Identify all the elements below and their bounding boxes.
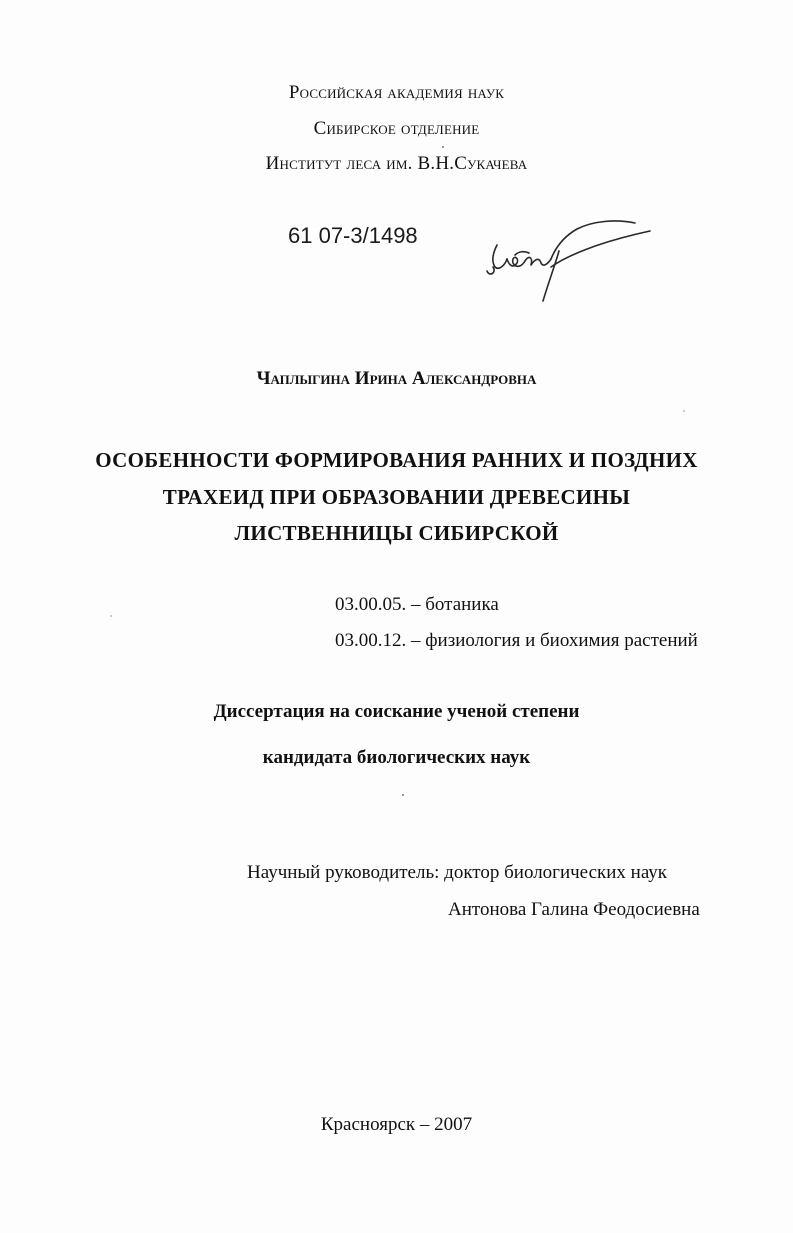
title-line-1: ОСОБЕННОСТИ ФОРМИРОВАНИЯ РАННИХ И ПОЗДНИХ xyxy=(95,448,698,472)
supervisor-name: Антонова Галина Феодосиевна xyxy=(448,899,700,920)
degree-line-1: Диссертация на соискание ученой степени xyxy=(213,701,580,722)
supervisor-title: Научный руководитель: доктор биологических наук xyxy=(247,862,668,883)
specialty-botany: 03.00.05. – ботаника xyxy=(335,594,499,615)
scan-speck xyxy=(402,794,404,796)
branch-name: Сибирское отделение xyxy=(313,118,480,139)
degree-line-2: кандидата биологических наук xyxy=(262,747,531,768)
scan-speck xyxy=(110,615,112,617)
author-name: Чаплыгина Ирина Александровна xyxy=(256,368,537,389)
handwritten-signature xyxy=(485,215,660,310)
specialty-physiology: 03.00.12. – физиология и биохимия растений xyxy=(335,630,698,651)
title-line-3: ЛИСТВЕННИЦЫ СИБИРСКОЙ xyxy=(234,521,559,545)
scan-speck xyxy=(442,146,444,148)
academy-name: Российская академия наук xyxy=(288,82,505,103)
city-year: Красноярск – 2007 xyxy=(320,1114,473,1135)
archive-number-stamp: 61 07-3/1498 xyxy=(288,223,418,248)
scan-speck xyxy=(683,410,685,412)
title-line-2: ТРАХЕИД ПРИ ОБРАЗОВАНИИ ДРЕВЕСИНЫ xyxy=(162,485,631,509)
institute-name: Институт леса им. В.Н.Сукачева xyxy=(265,153,528,174)
